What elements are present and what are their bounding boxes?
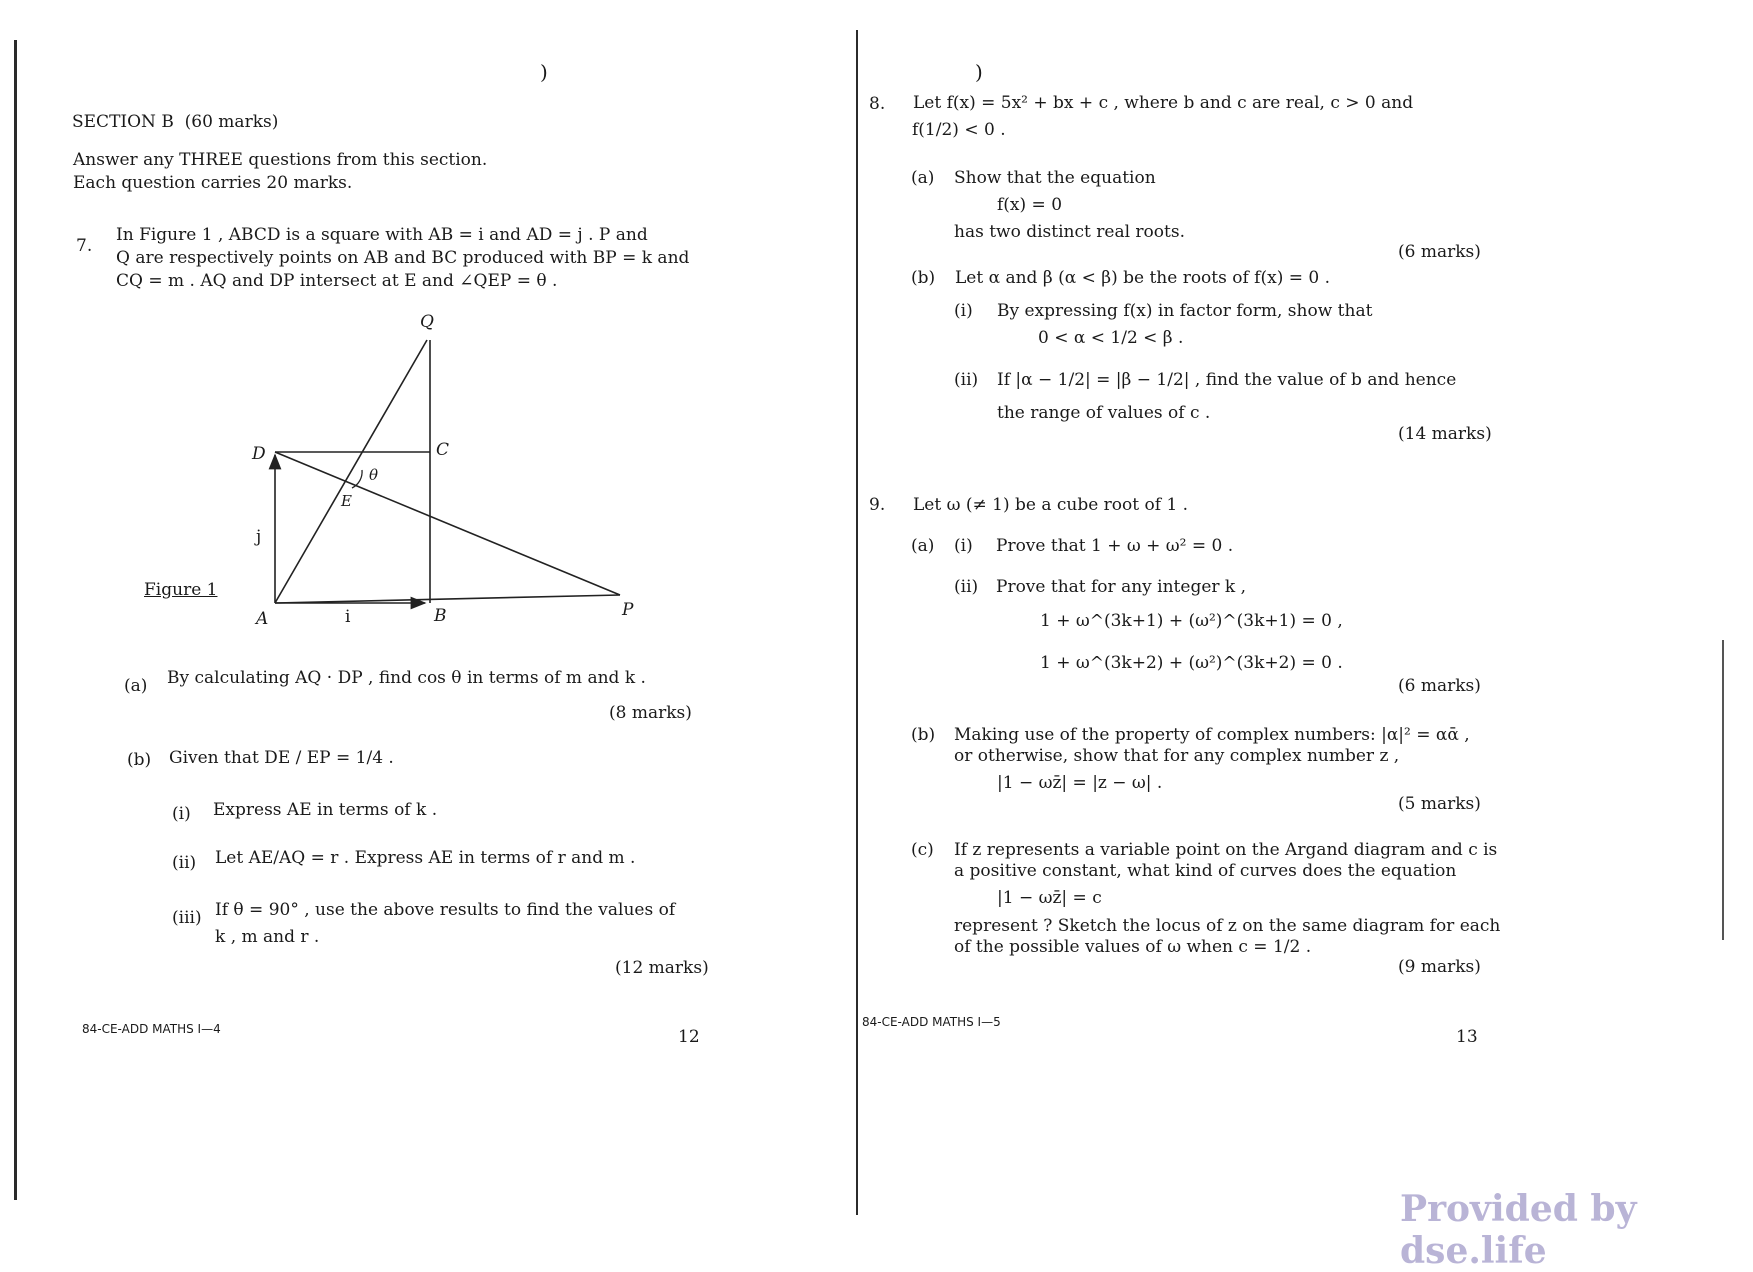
q7b-label: (b) bbox=[127, 750, 152, 770]
instruction-line-1: Answer any THREE questions from this section. bbox=[73, 150, 488, 170]
q8bii-label: (ii) bbox=[954, 370, 979, 390]
fig-label-p: P bbox=[622, 600, 634, 620]
q9b-line-1: Making use of the property of complex numbers: |α|² = αᾱ , bbox=[954, 725, 1470, 745]
fig-label-theta: θ bbox=[369, 466, 379, 484]
q9c-line-2: a positive constant, what kind of curves does the equation bbox=[954, 861, 1457, 881]
fig-label-e: E bbox=[341, 492, 352, 510]
page-number-left: 12 bbox=[678, 1027, 700, 1047]
q9-intro: Let ω (≠ 1) be a cube root of 1 . bbox=[913, 495, 1189, 515]
q7biii-label: (iii) bbox=[172, 908, 202, 928]
line-dp bbox=[275, 452, 620, 595]
line-aq bbox=[275, 340, 427, 603]
q7bi-label: (i) bbox=[172, 804, 191, 824]
q9b-equation: |1 − ωz̄| = |z − ω| . bbox=[997, 773, 1163, 793]
q8a-label: (a) bbox=[911, 168, 935, 188]
q8bi-text: By expressing f(x) in factor form, show that bbox=[997, 301, 1373, 321]
q7a-marks: (8 marks) bbox=[609, 703, 692, 723]
q9ai-text: Prove that 1 + ω + ω² = 0 . bbox=[996, 536, 1234, 556]
fig-label-j: j bbox=[256, 527, 262, 547]
q7a-text: By calculating AQ · DP , find cos θ in terms of m and k . bbox=[167, 668, 646, 688]
q8a-marks: (6 marks) bbox=[1398, 242, 1481, 262]
fig-label-b: B bbox=[434, 606, 447, 626]
fig-label-c: C bbox=[436, 440, 450, 460]
q7-line-3: CQ = m . AQ and DP intersect at E and ∠QEP = θ . bbox=[116, 271, 558, 291]
q9c-line-4: of the possible values of ω when c = 1/2 . bbox=[954, 937, 1312, 957]
q8b-label: (b) bbox=[911, 268, 936, 288]
fig-label-d: D bbox=[252, 444, 266, 464]
q7bi-text: Express AE in terms of k . bbox=[213, 800, 438, 820]
q7-line-2: Q are respectively points on AB and BC produced with BP = k and bbox=[116, 248, 690, 268]
paren-mark: ) bbox=[540, 60, 548, 84]
q9aii-equation-1: 1 + ω^(3k+1) + (ω²)^(3k+1) = 0 , bbox=[1040, 611, 1343, 631]
footer-code-left: 84-CE-ADD MATHS I—4 bbox=[82, 1022, 221, 1036]
q7-line-1: In Figure 1 , ABCD is a square with AB = i and AD = j . P and bbox=[116, 225, 648, 245]
left-page bbox=[0, 0, 860, 1245]
q9b-line-2: or otherwise, show that for any complex number z , bbox=[954, 746, 1400, 766]
q9c-line-1: If z represents a variable point on the Argand diagram and c is bbox=[954, 840, 1498, 860]
q9a-label: (a) bbox=[911, 536, 935, 556]
figure-caption: Figure 1 bbox=[144, 580, 218, 600]
page-number-right: 13 bbox=[1456, 1027, 1478, 1047]
q9ai-label: (i) bbox=[954, 536, 973, 556]
q8bi-label: (i) bbox=[954, 301, 973, 321]
q9b-marks: (5 marks) bbox=[1398, 794, 1481, 814]
q7-number: 7. bbox=[76, 236, 93, 256]
q9c-line-3: represent ? Sketch the locus of z on the same diagram for each bbox=[954, 916, 1501, 936]
q8bii-line-2: the range of values of c . bbox=[997, 403, 1211, 423]
q8a-equation: f(x) = 0 bbox=[997, 195, 1063, 215]
watermark: Provided by dse.life bbox=[1400, 1188, 1637, 1272]
q8b-marks: (14 marks) bbox=[1398, 424, 1492, 444]
q9aii-label: (ii) bbox=[954, 577, 979, 597]
q9c-label: (c) bbox=[911, 840, 934, 860]
q8a-line-2: has two distinct real roots. bbox=[954, 222, 1185, 242]
q7b-text: Given that DE / EP = 1/4 . bbox=[169, 748, 394, 768]
q8-line-2: f(1/2) < 0 . bbox=[912, 120, 1006, 140]
q9aii-text: Prove that for any integer k , bbox=[996, 577, 1247, 597]
q7biii-line-1: If θ = 90° , use the above results to find the values of bbox=[215, 900, 676, 920]
q9b-label: (b) bbox=[911, 725, 936, 745]
q8-line-1: Let f(x) = 5x² + bx + c , where b and c are real, c > 0 and bbox=[913, 93, 1414, 113]
q7bii-text: Let AE/AQ = r . Express AE in terms of r and m . bbox=[215, 848, 636, 868]
q7bii-label: (ii) bbox=[172, 853, 197, 873]
q9aii-equation-2: 1 + ω^(3k+2) + (ω²)^(3k+2) = 0 . bbox=[1040, 653, 1343, 673]
line-ap bbox=[275, 595, 620, 603]
q8bi-equation: 0 < α < 1/2 < β . bbox=[1038, 328, 1184, 348]
q7biii-line-2: k , m and r . bbox=[215, 927, 320, 947]
fig-label-i: i bbox=[345, 607, 351, 627]
footer-code-right: 84-CE-ADD MATHS I—5 bbox=[862, 1015, 1001, 1029]
figure-1-diagram bbox=[0, 0, 860, 700]
section-title: SECTION B bbox=[72, 112, 174, 132]
fig-label-q: Q bbox=[420, 312, 434, 332]
q8bii-text: If |α − 1/2| = |β − 1/2| , find the value of b and hence bbox=[997, 370, 1457, 390]
q7a-label: (a) bbox=[124, 676, 148, 696]
q8b-text: Let α and β (α < β) be the roots of f(x) = 0 . bbox=[955, 268, 1330, 288]
q8-number: 8. bbox=[869, 94, 886, 114]
section-marks: (60 marks) bbox=[184, 112, 279, 132]
q9a-marks: (6 marks) bbox=[1398, 676, 1481, 696]
q9c-marks: (9 marks) bbox=[1398, 957, 1481, 977]
q7b-marks: (12 marks) bbox=[615, 958, 709, 978]
q9-number: 9. bbox=[869, 495, 886, 515]
fig-label-a: A bbox=[256, 609, 269, 629]
q9c-equation: |1 − ωz̄| = c bbox=[997, 888, 1102, 908]
paren-mark-right: ) bbox=[975, 60, 983, 84]
q8a-line-1: Show that the equation bbox=[954, 168, 1156, 188]
instruction-line-2: Each question carries 20 marks. bbox=[73, 173, 353, 193]
right-page bbox=[860, 0, 1753, 1245]
